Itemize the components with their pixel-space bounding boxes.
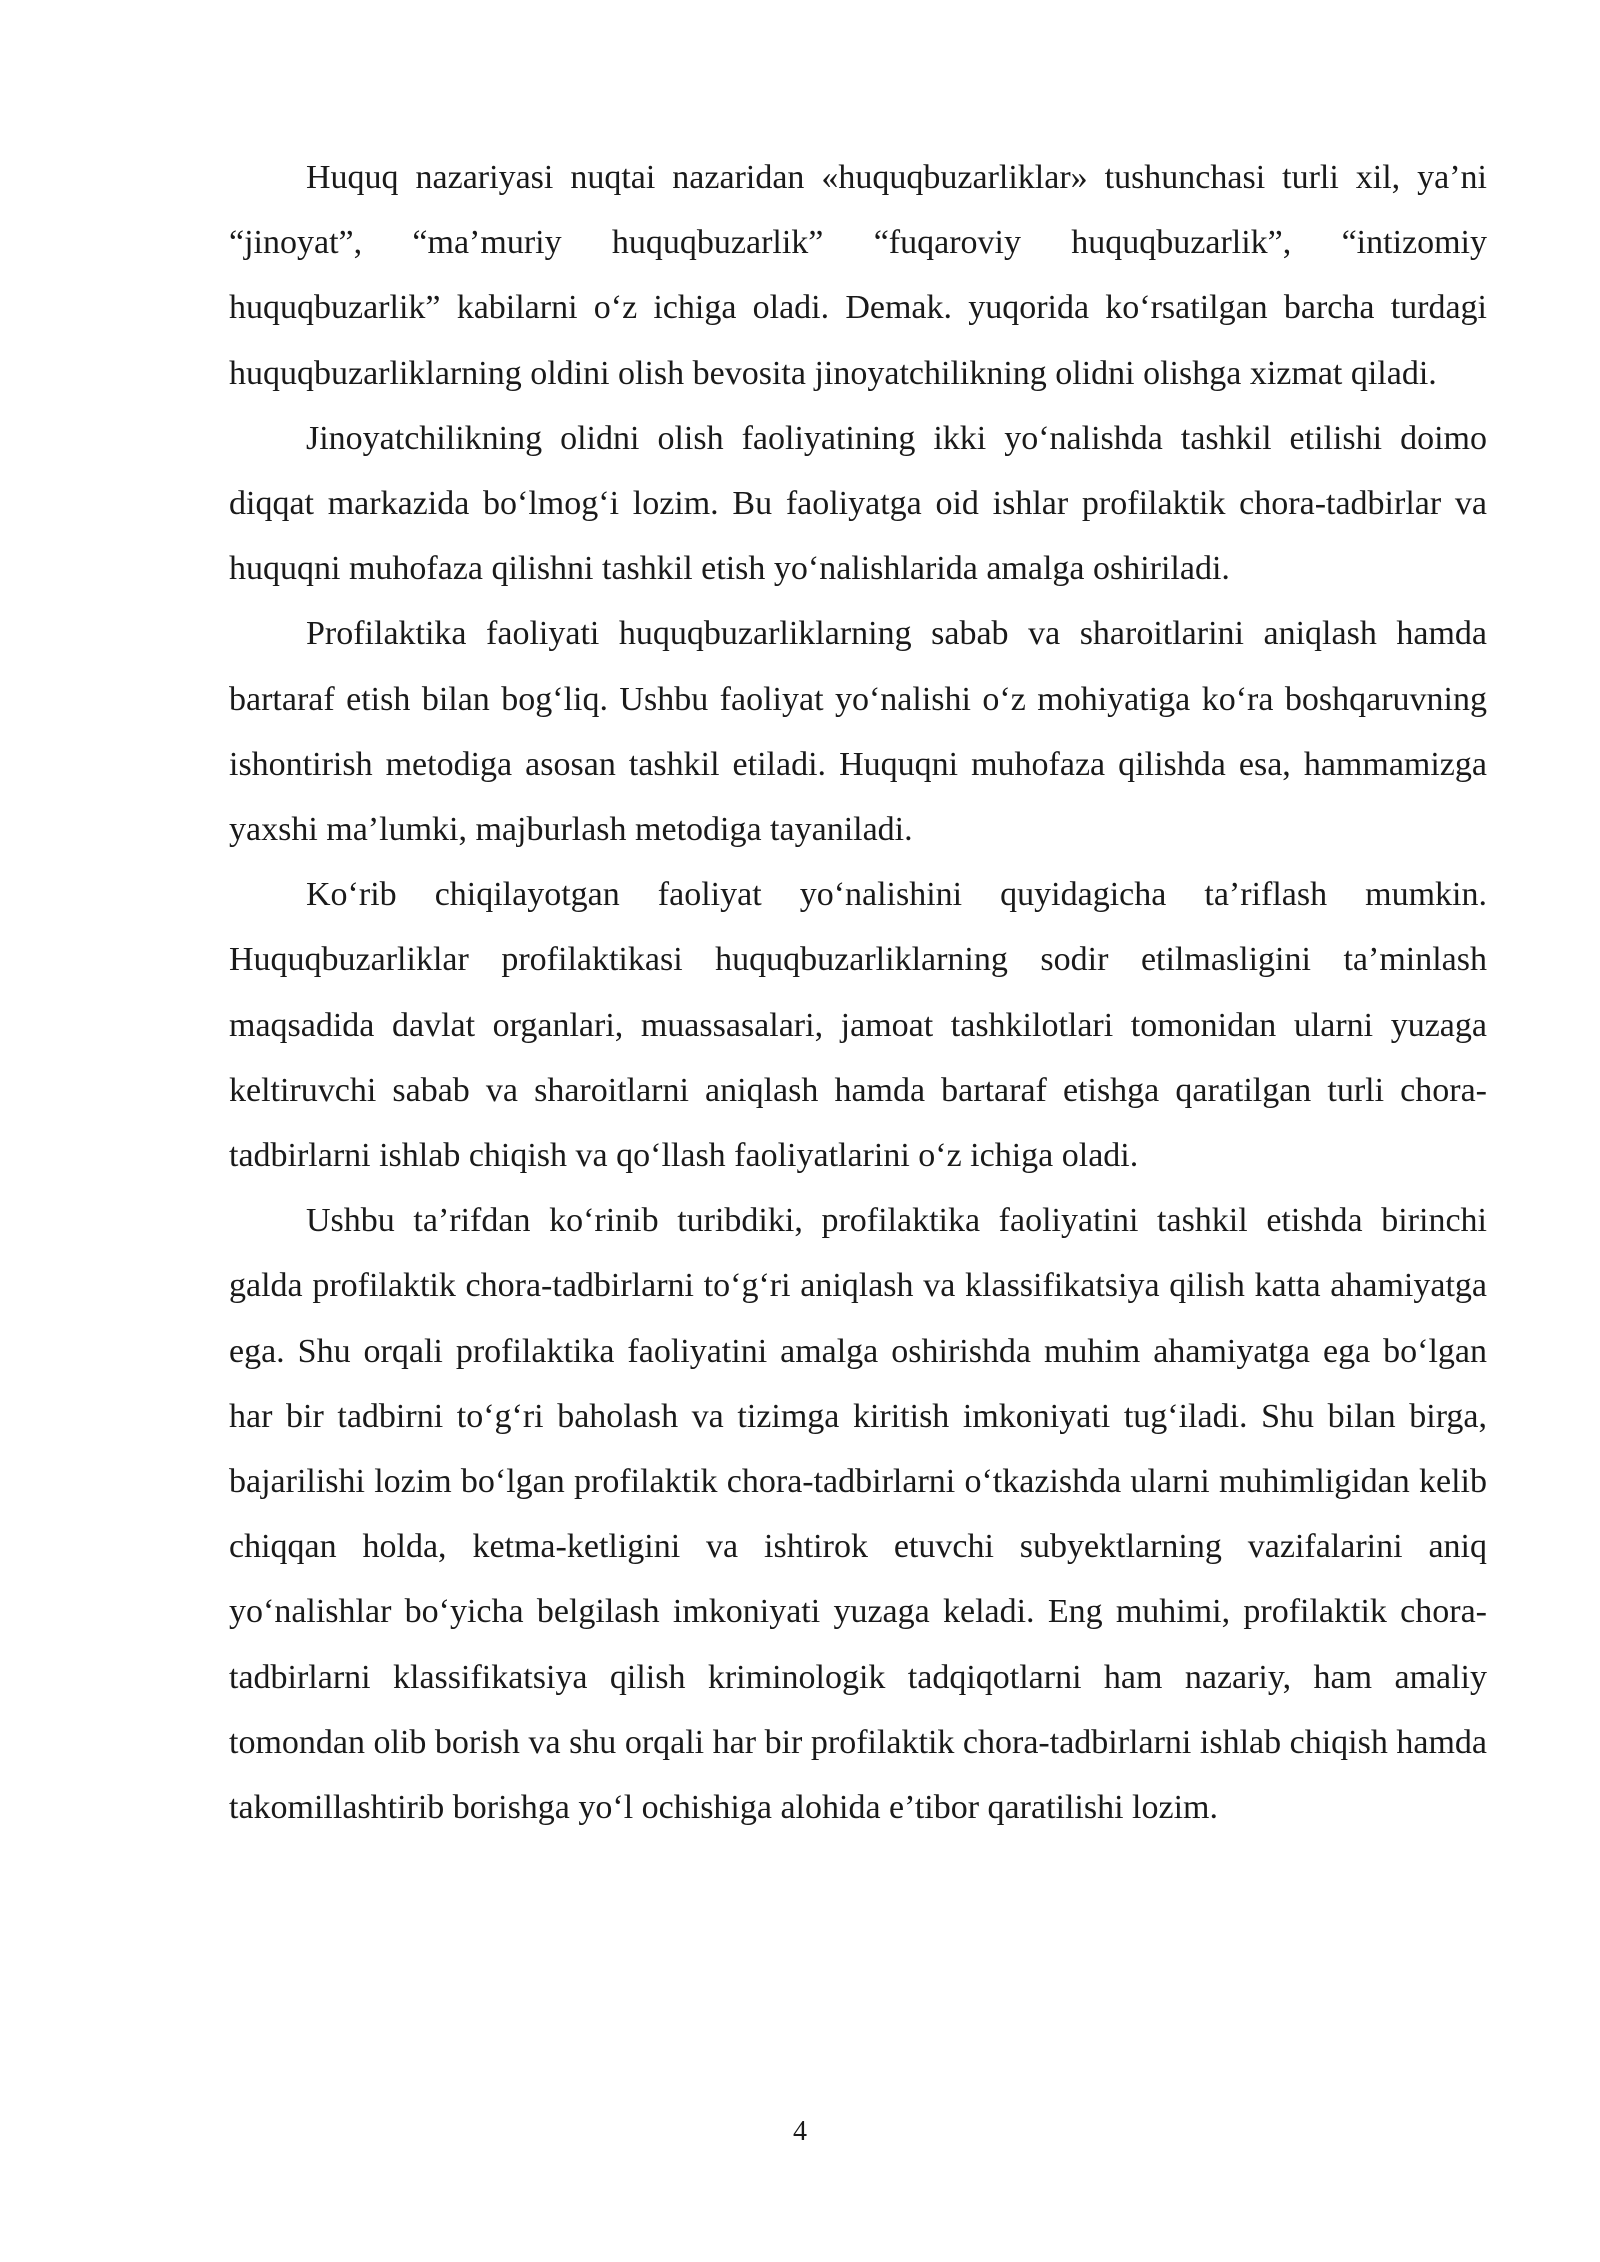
paragraph: Jinoyatchilikning olidni olish faoliyatining ikki yo‘nalishda tashkil etilishi doimo diqqat markazida bo‘lmog‘i lozim. Bu faoliyatga oid ishlar profilaktik chora-tadbirlar va huquqni muhofaza qilishni tashkil etish yo‘nalishlarida amalga oshiriladi. [229,419,1487,588]
paragraph: Ko‘rib chiqilayotgan faoliyat yo‘nalishini quyidagicha ta’riflash mumkin. Huquqbuzarliklar profilaktikasi huquqbuzarliklarning sodir etilmasligini ta’minlash maqsadida davlat organlari, muassasalari, jamoat tashkilotlari tomonidan ularni yuzaga keltiruvchi sabab va sharoitlarni aniqlash hamda bartaraf etishga qaratilgan turli chora-tadbirlarni ishlab chiqish va qo‘llash faoliyatlarini o‘z ichiga oladi. [229,876,1487,1175]
document-body [229,145,1487,1840]
paragraph: Huquq nazariyasi nuqtai nazaridan «huquqbuzarliklar» tushunchasi turli xil, ya’ni “jinoyat”, “ma’muriy huquqbuzarlik” “fuqaroviy huquqbuzarlik”, “intizomiy huquqbuzarlik” kabilarni o‘z ichiga oladi. Demak. yuqorida ko‘rsatilgan barcha turdagi huquqbuzarliklarning oldini olish bevosita jinoyatchilikning olidni olishga xizmat qiladi. [229,159,1487,392]
paragraph: Ushbu ta’rifdan ko‘rinib turibdiki, profilaktika faoliyatini tashkil etishda birinchi galda profilaktik chora-tadbirlarni to‘g‘ri aniqlash va klassifikatsiya qilish katta ahamiyatga ega. Shu orqali profilaktika faoliyatini amalga oshirishda muhim ahamiyatga ega bo‘lgan har bir tadbirni to‘g‘ri baholash va tizimga kiritish imkoniyati tug‘iladi. Shu bilan birga, bajarilishi lozim bo‘lgan profilaktik chora-tadbirlarni o‘tkazishda ularni muhimligidan kelib chiqqan holda, ketma-ketligini va ishtirok etuvchi subyektlarning vazifalarini aniq yo‘nalishlar bo‘yicha belgilash imkoniyati yuzaga keladi. Eng muhimi, profilaktik chora-tadbirlarni klassifikatsiya qilish kriminologik tadqiqotlarni ham nazariy, ham amaliy tomondan olib borish va shu orqali har bir profilaktik chora-tadbirlarni ishlab chiqish hamda takomillashtirib borishga yo‘l ochishiga alohida e’tibor qaratilishi lozim. [229,1202,1487,1827]
page-number: 4 [793,2116,807,2147]
paragraph: Profilaktika faoliyati huquqbuzarliklarning sabab va sharoitlarini aniqlash hamda bartaraf etish bilan bog‘liq. Ushbu faoliyat yo‘nalishi o‘z mohiyatiga ko‘ra boshqaruvning ishontirish metodiga asosan tashkil etiladi. Huquqni muhofaza qilishda esa, hammamizga yaxshi ma’lumki, majburlash metodiga tayaniladi. [229,615,1487,849]
